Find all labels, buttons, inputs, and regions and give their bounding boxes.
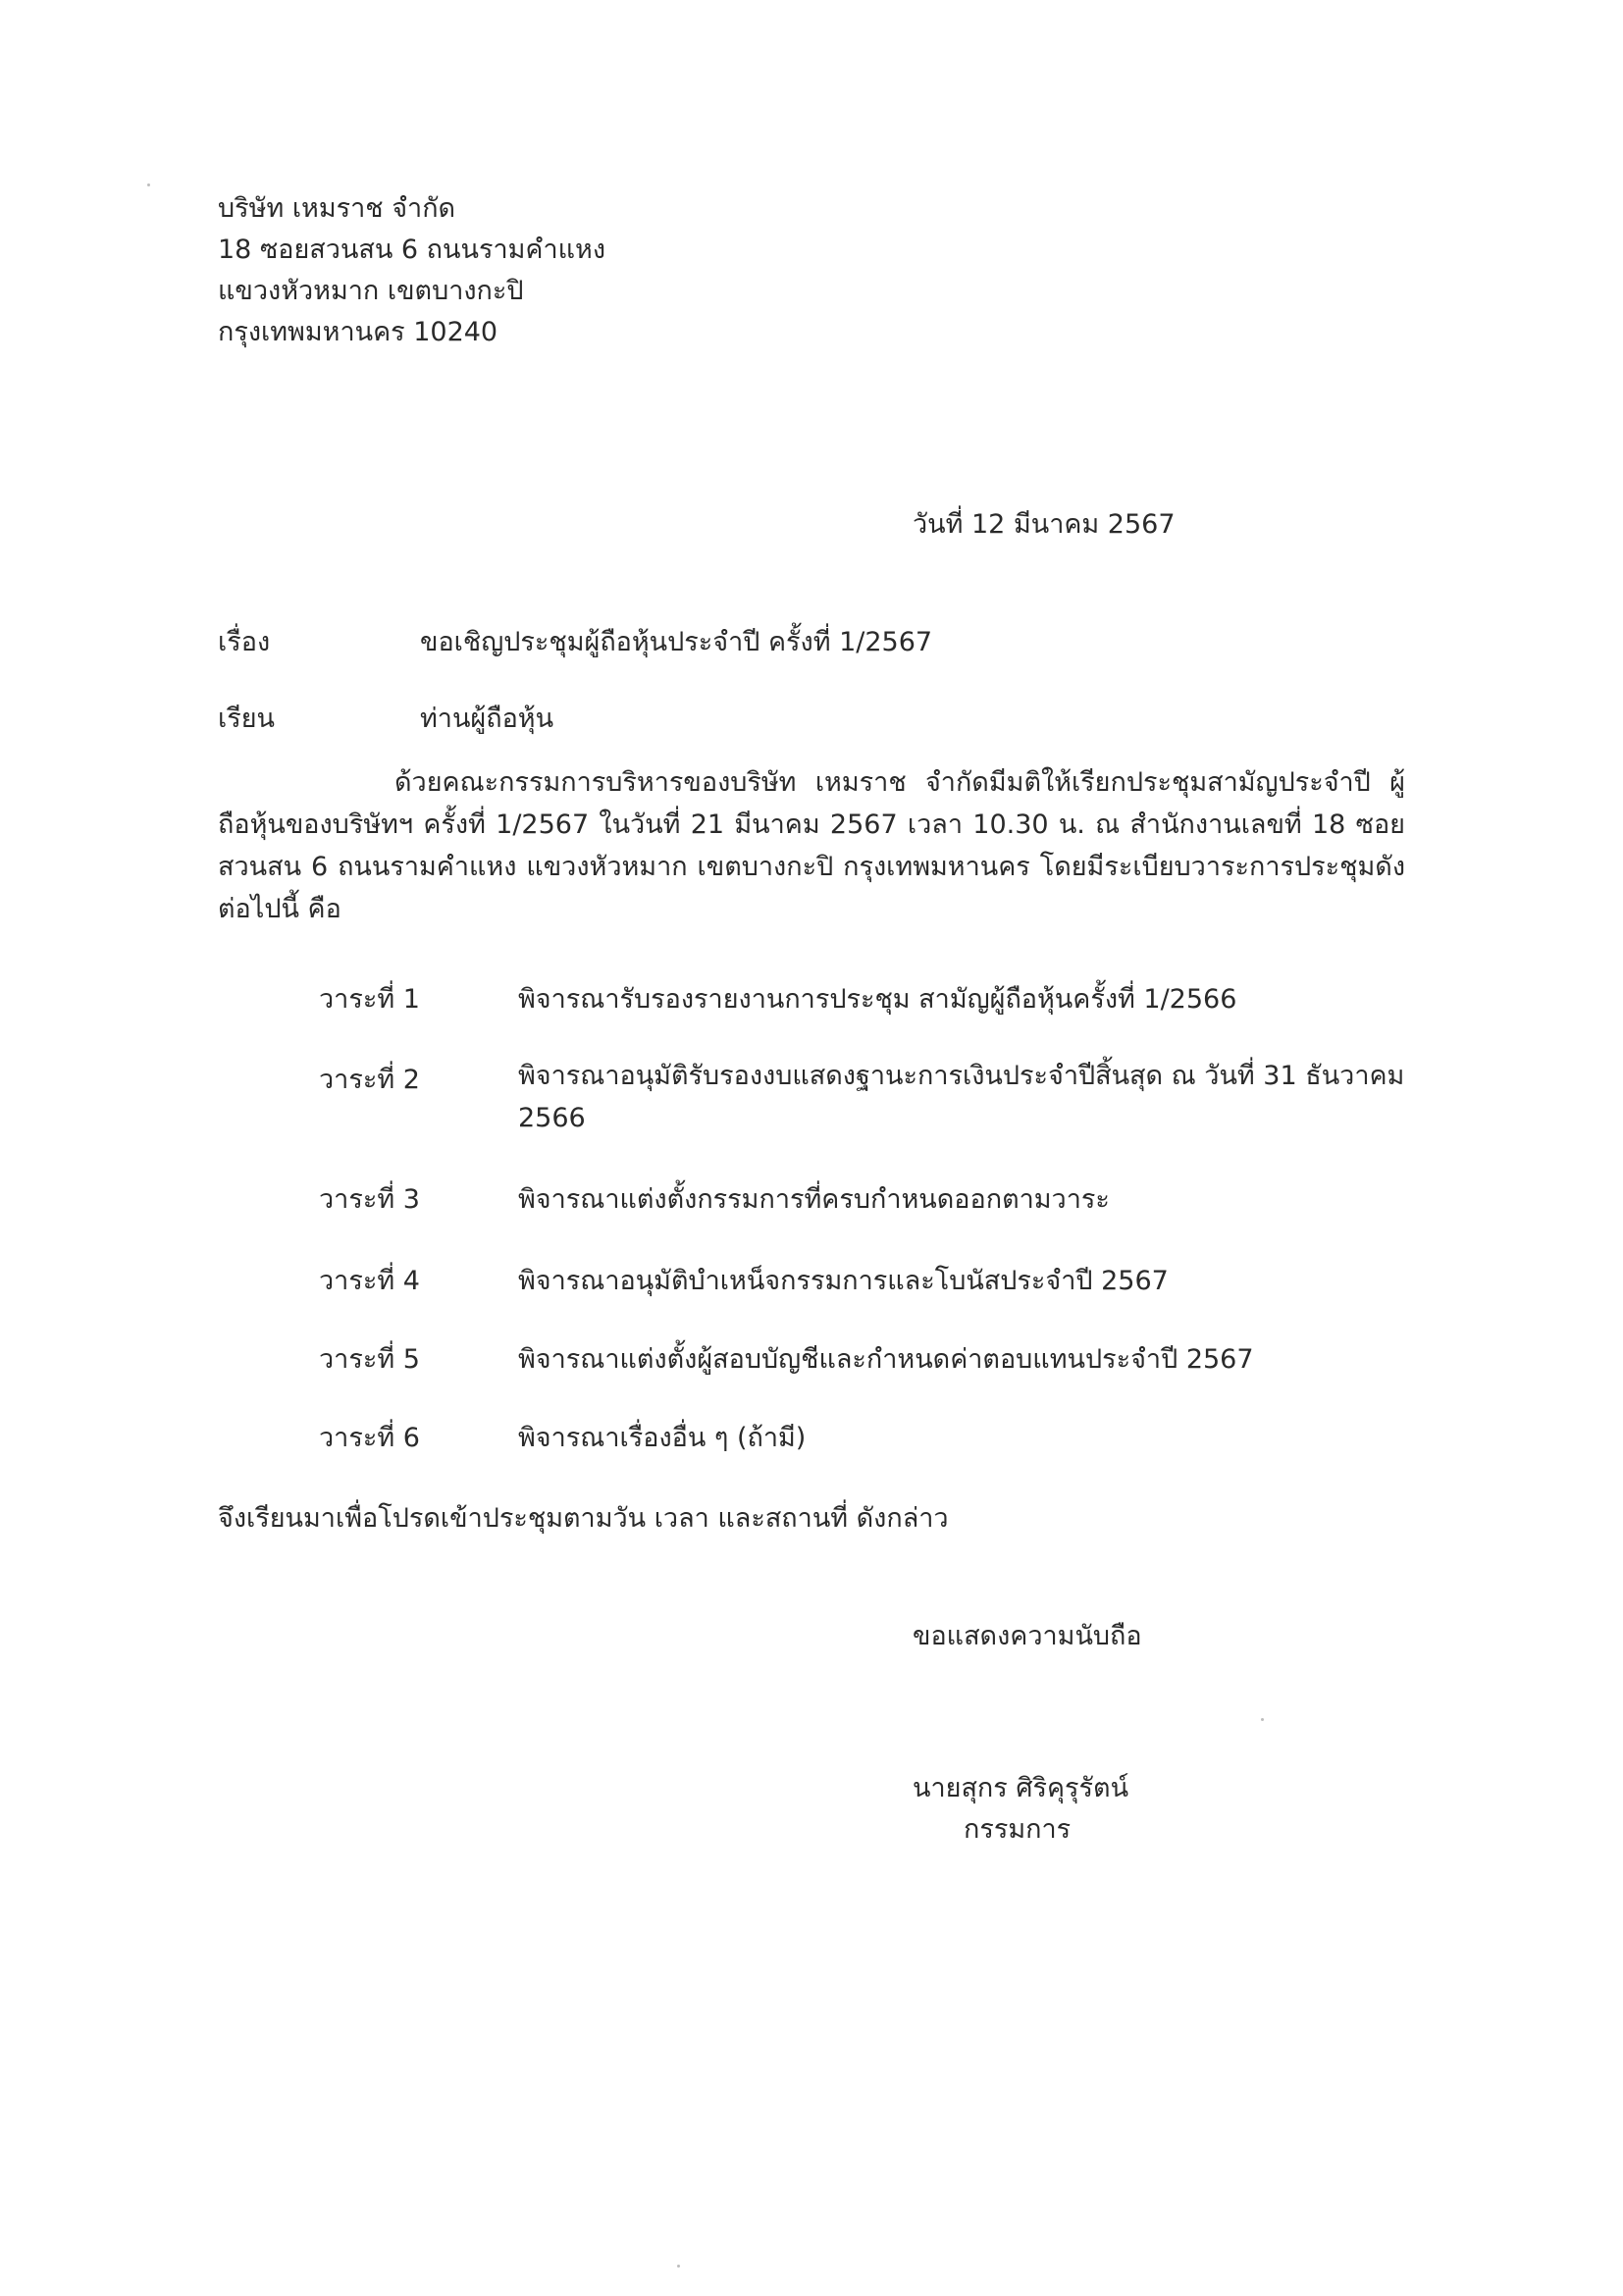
agenda-item-label: วาระที่ 2 xyxy=(319,1065,420,1095)
agenda-item-text: พิจารณาเรื่องอื่น ๆ (ถ้ามี) xyxy=(518,1423,807,1453)
agenda-item-label: วาระที่ 6 xyxy=(319,1423,420,1453)
agenda-item-label: วาระที่ 5 xyxy=(319,1344,420,1375)
sender-address-line-3: กรุงเทพมหานคร 10240 xyxy=(218,317,498,347)
signatory-title: กรรมการ xyxy=(964,1814,1072,1845)
scan-speck xyxy=(147,183,150,186)
sender-address-line-1: 18 ซอยสวนสน 6 ถนนรามคำแหง xyxy=(218,235,606,265)
recipient-text: ท่านผู้ถือหุ้น xyxy=(420,704,554,734)
scan-speck xyxy=(677,2265,680,2268)
body-paragraph: ด้วยคณะกรรมการบริหารของบริษัท เหมราช จำกัดมีมติให้เรียกประชุมสามัญประจำปี ผู้ถือหุ้นของบริษัทฯ ครั้งที่ 1/2567 ในวันที่ 21 มีนาคม 2567 เวลา 10.30 น. ณ สำนักงานเลขที่ 18 ซอยสวนสน 6 ถนนรามคำแหง แขวงหัวหมาก เขตบางกะปิ กรุงเทพมหานคร โดยมีระเบียบวาระการประชุมดังต่อไปนี้ คือ xyxy=(218,767,1405,924)
subject-label: เรื่อง xyxy=(218,627,271,657)
sender-company-name: บริษัท เหมราช จำกัด xyxy=(218,193,456,224)
sender-address-line-2: แขวงหัวหมาก เขตบางกะปิ xyxy=(218,276,524,306)
agenda-item-text: พิจารณาอนุมัติรับรองงบแสดงฐานะการเงินประจำปีสิ้นสุด ณ วันที่ 31 ธันวาคม 2566 xyxy=(518,1061,1405,1133)
agenda-item-text: พิจารณารับรองรายงานการประชุม สามัญผู้ถือหุ้นครั้งที่ 1/2566 xyxy=(518,984,1237,1015)
salutation: ขอแสดงความนับถือ xyxy=(913,1621,1142,1651)
agenda-item-label: วาระที่ 3 xyxy=(319,1184,420,1215)
agenda-item-label: วาระที่ 1 xyxy=(319,984,420,1015)
signatory-name: นายสุกร ศิริคุรุรัตน์ xyxy=(913,1773,1129,1803)
closing-sentence: จึงเรียนมาเพื่อโปรดเข้าประชุมตามวัน เวลา และสถานที่ ดังกล่าว xyxy=(218,1503,949,1534)
agenda-item-text: พิจารณาแต่งตั้งผู้สอบบัญชีและกำหนดค่าตอบแทนประจำปี 2567 xyxy=(518,1344,1254,1375)
letter-date: วันที่ 12 มีนาคม 2567 xyxy=(913,509,1176,540)
subject-text: ขอเชิญประชุมผู้ถือหุ้นประจำปี ครั้งที่ 1/2567 xyxy=(420,627,933,657)
agenda-item-text: พิจารณาอนุมัติบำเหน็จกรรมการและโบนัสประจำปี 2567 xyxy=(518,1266,1169,1296)
agenda-item-label: วาระที่ 4 xyxy=(319,1266,420,1296)
agenda-item-text: พิจารณาแต่งตั้งกรรมการที่ครบกำหนดออกตามวาระ xyxy=(518,1184,1110,1215)
scan-speck xyxy=(1261,1718,1264,1721)
recipient-label: เรียน xyxy=(218,704,276,734)
